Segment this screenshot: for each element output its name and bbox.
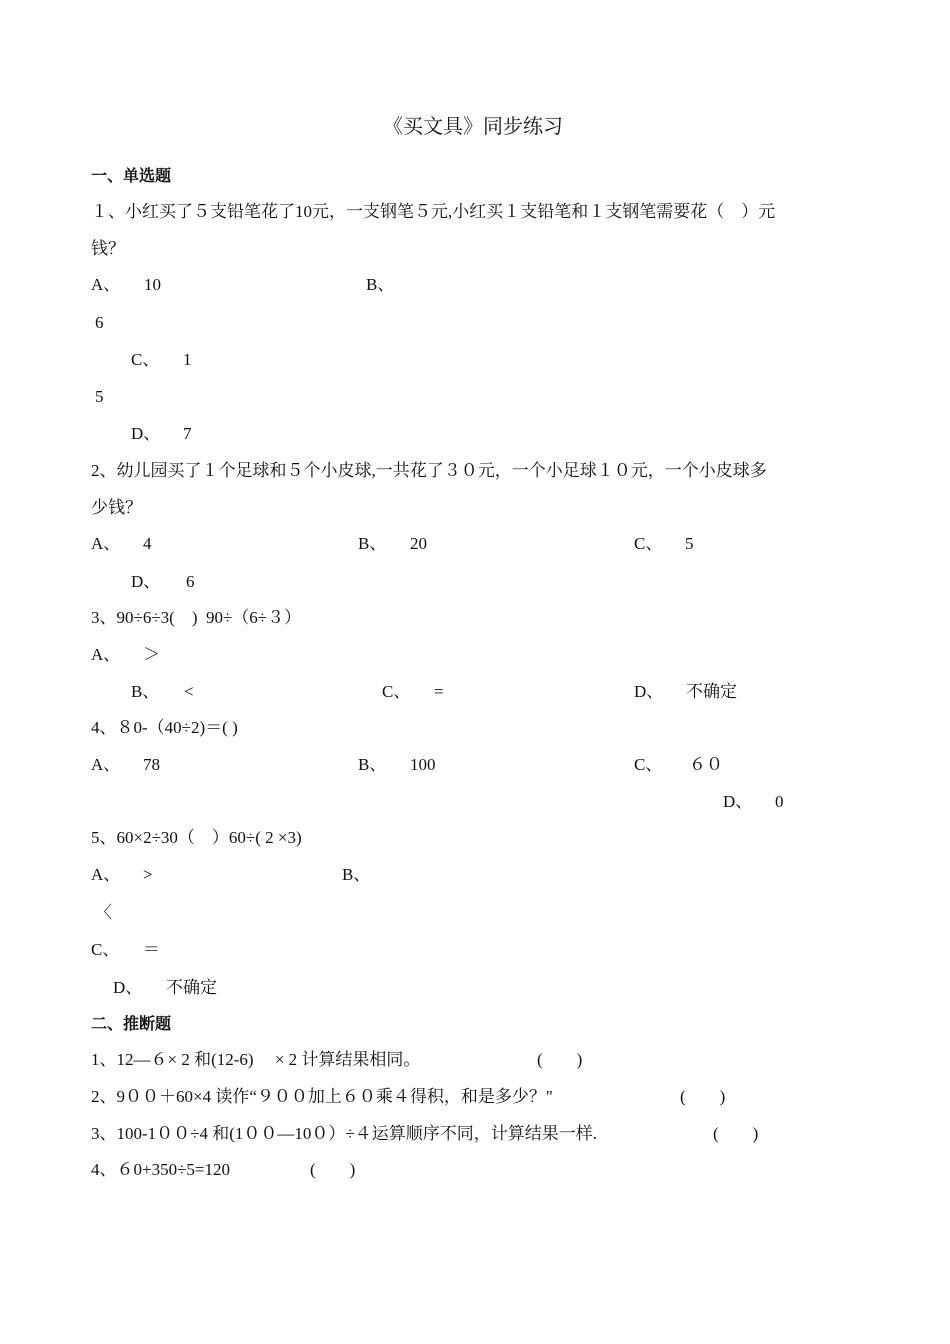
q4-option-a-label: A、 bbox=[91, 755, 121, 774]
judgement-2-answer-paren: ( ) bbox=[680, 1087, 726, 1106]
question-2-text: 2、幼儿园买了１个足球和５个小皮球,一共花了３０元，一个小足球１０元，一个小皮球多 bbox=[91, 461, 767, 480]
q1-option-a-value: 10 bbox=[144, 275, 161, 294]
judgement-1-text: 1、12—６× 2 和(12-6) × 2 计算结果相同。 bbox=[91, 1050, 421, 1069]
q4-option-c-value: ６０ bbox=[689, 755, 723, 774]
q1-option-d-value: 7 bbox=[183, 424, 192, 443]
question-1-text: １、小红买了５支铅笔花了10元，一支钢笔５元,小红买１支铅笔和１支钢笔需要花（ ）元 bbox=[91, 202, 776, 221]
q2-option-a-label: A、 bbox=[91, 534, 121, 553]
q3-option-c-label: C、 bbox=[382, 682, 411, 701]
judgement-2-text: 2、9００＋60×4 读作“９００加上６０乘４得积，和是多少？" bbox=[91, 1087, 553, 1106]
question-2-text-cont: 少钱？ bbox=[91, 498, 142, 517]
judgement-3-answer-paren: ( ) bbox=[713, 1124, 759, 1143]
q2-option-d-value: 6 bbox=[186, 572, 195, 591]
q5-option-d-value: 不确定 bbox=[166, 978, 217, 997]
judgement-3-text: 3、100-1００÷4 和(1００—10０）÷４运算顺序不同，计算结果一样. bbox=[91, 1124, 597, 1143]
q4-option-d-value: 0 bbox=[775, 792, 784, 811]
q5-option-b-label: B、 bbox=[342, 865, 371, 884]
section-heading-judgement: 二、推断题 bbox=[91, 1014, 172, 1033]
q5-option-c-value: ＝ bbox=[143, 940, 160, 959]
q3-option-d-label: D、 bbox=[634, 682, 664, 701]
q1-option-c-value-cont: 5 bbox=[95, 387, 104, 406]
q1-option-c-label: C、 bbox=[131, 350, 160, 369]
q2-option-a-value: 4 bbox=[143, 534, 152, 553]
q5-option-a-label: A、 bbox=[91, 865, 121, 884]
question-4-text: 4、８0-（40÷2)＝( ) bbox=[91, 718, 238, 737]
section-heading-single-choice: 一、单选题 bbox=[91, 166, 172, 185]
q2-option-d-label: D、 bbox=[131, 572, 161, 591]
q3-option-a-value: ＞ bbox=[143, 645, 160, 664]
q4-option-a-value: 78 bbox=[143, 755, 160, 774]
q1-option-c-value: 1 bbox=[183, 350, 192, 369]
page-title: 《买文具》同步练习 bbox=[383, 116, 563, 138]
q5-option-b-value: 〈 bbox=[95, 903, 112, 922]
q3-option-d-value: 不确定 bbox=[686, 682, 737, 701]
judgement-1-answer-paren: ( ) bbox=[537, 1050, 583, 1069]
q5-option-a-value: > bbox=[143, 865, 153, 884]
q1-option-a-label: A、 bbox=[91, 275, 121, 294]
q5-option-c-label: C、 bbox=[91, 940, 120, 959]
q3-option-b-label: B、 bbox=[131, 682, 160, 701]
q2-option-b-label: B、 bbox=[358, 534, 387, 553]
q4-option-b-value: 100 bbox=[410, 755, 436, 774]
q1-option-b-value: 6 bbox=[95, 313, 104, 332]
question-3-text: 3、90÷6÷3( ) 90÷（6÷３） bbox=[91, 608, 302, 627]
q2-option-c-label: C、 bbox=[634, 534, 663, 553]
q2-option-b-value: 20 bbox=[410, 534, 427, 553]
q1-option-d-label: D、 bbox=[131, 424, 161, 443]
question-5-text: 5、60×2÷30（ ）60÷( 2 ×3) bbox=[91, 828, 302, 847]
q3-option-c-value: = bbox=[434, 682, 444, 701]
q4-option-d-label: D、 bbox=[723, 792, 753, 811]
q4-option-c-label: C、 bbox=[634, 755, 663, 774]
q3-option-a-label: A、 bbox=[91, 645, 121, 664]
question-1-text-cont: 钱？ bbox=[91, 239, 125, 258]
q2-option-c-value: 5 bbox=[685, 534, 694, 553]
judgement-4-answer-paren: ( ) bbox=[310, 1160, 356, 1179]
q4-option-b-label: B、 bbox=[358, 755, 387, 774]
judgement-4-text: 4、６0+350÷5=120 bbox=[91, 1160, 231, 1179]
q3-option-b-value: < bbox=[184, 682, 194, 701]
q5-option-d-label: D、 bbox=[113, 978, 143, 997]
q1-option-b-label: B、 bbox=[366, 275, 395, 294]
